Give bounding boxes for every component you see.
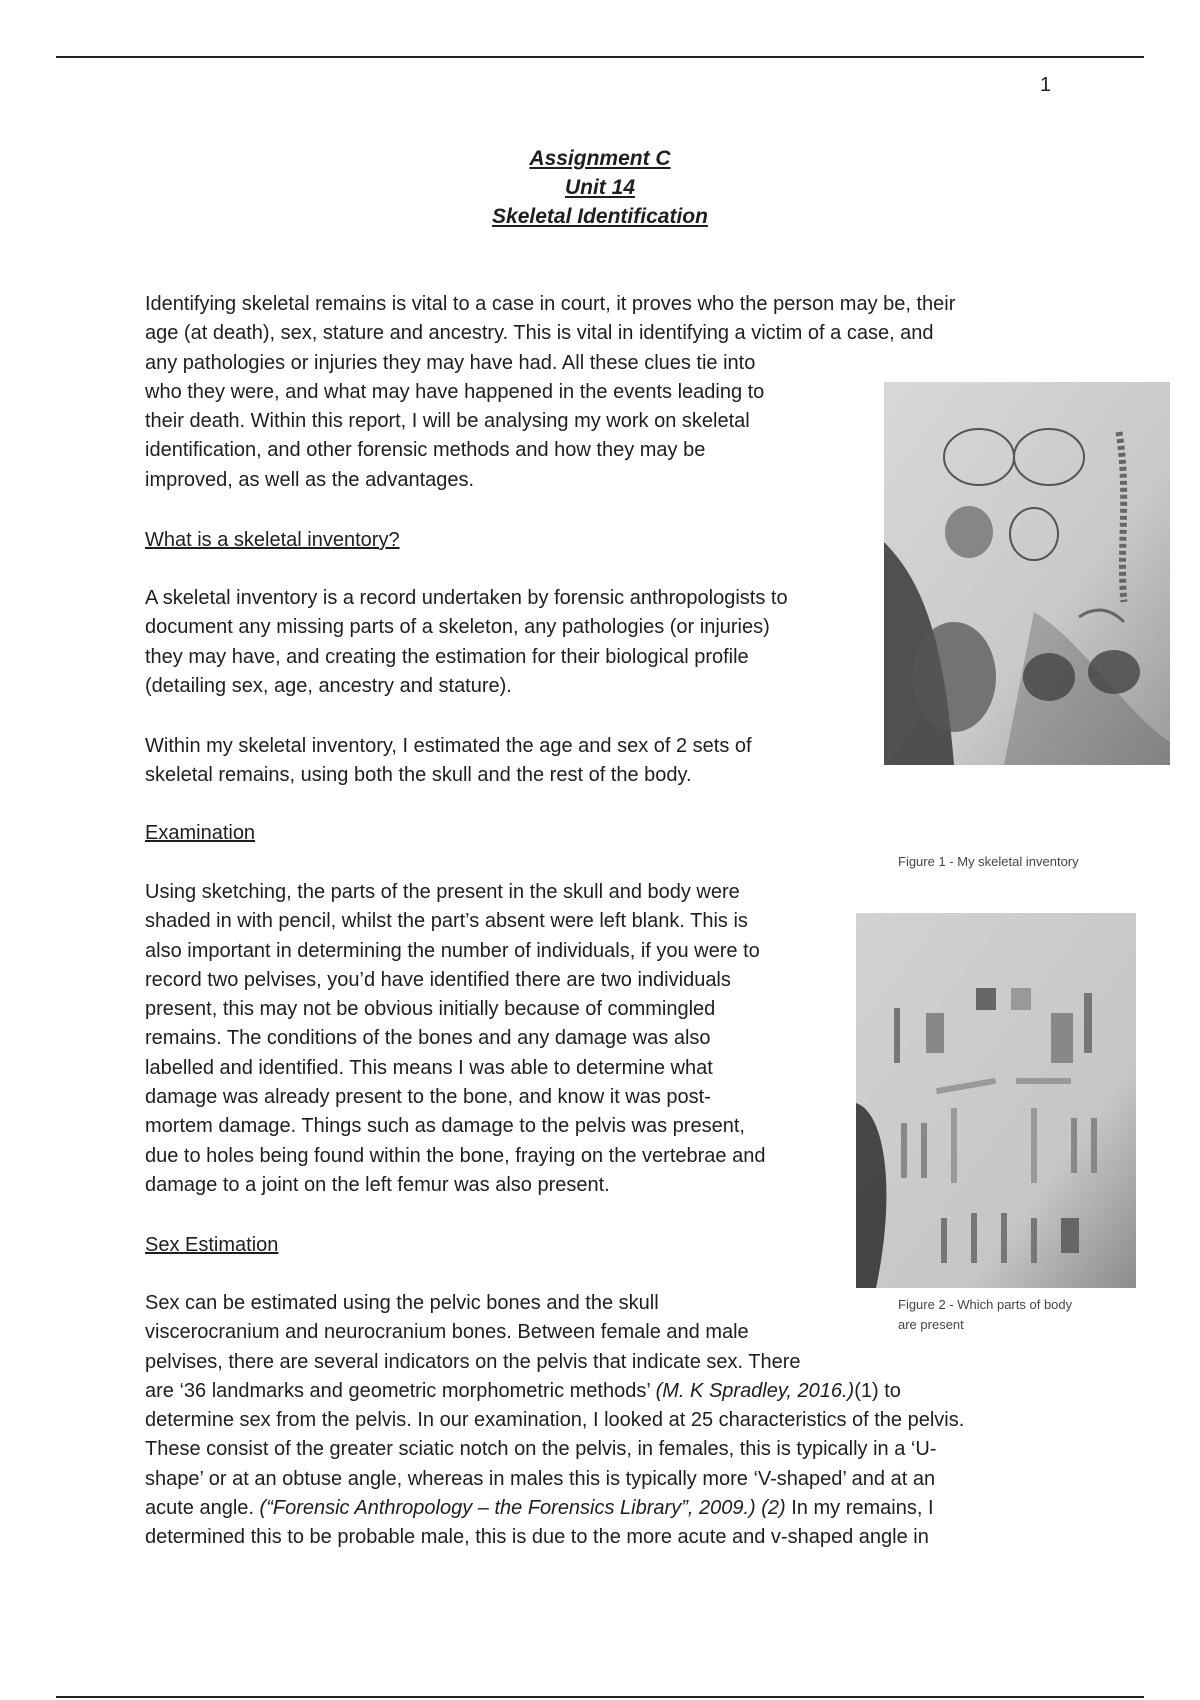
figure-2-body-parts-photo [856, 913, 1136, 1288]
bottom-rule [56, 1696, 1144, 1698]
sex-estimation-paragraph [145, 1289, 964, 1553]
text-line: age (at death), sex, stature and ancestry. This is vital in identifying a victim of a case, and [145, 322, 934, 345]
top-rule [56, 56, 1144, 58]
caption-line: are present [898, 1317, 964, 1332]
text-line: who they were, and what may have happened in the events leading to [145, 380, 765, 403]
text-line: improved, as well as the advantages. [145, 468, 475, 491]
heading-text: What is a skeletal inventory? [145, 529, 400, 551]
page-number: 1 [1040, 74, 1052, 96]
intro-paragraph [145, 290, 955, 495]
text-line: they may have, and creating the estimation for their biological profile [145, 645, 749, 668]
heading-text: Examination [145, 822, 256, 844]
text-line: shaded in with pencil, whilst the part’s absent were left blank. This is [145, 910, 748, 933]
text-line: (detailing sex, age, ancestry and stature). [145, 674, 512, 697]
text-line: present, this may not be obvious initially because of commingled [145, 998, 716, 1021]
figure-2-caption [898, 1295, 1072, 1335]
document-title [0, 144, 1200, 231]
heading-text: Sex Estimation [145, 1234, 279, 1256]
text-line: Identifying skeletal remains is vital to a case in court, it proves who the person may be, their [145, 293, 956, 315]
section-heading-sex-estimation [145, 1231, 278, 1260]
text-line: viscerocranium and neurocranium bones. Between female and male [145, 1321, 749, 1344]
title-line-1: Assignment C [529, 147, 671, 170]
text-line: also important in determining the number of individuals, if you were to [145, 939, 760, 962]
citation: (M. K Spradley, 2016.) [655, 1379, 855, 1402]
text-segment: acute angle. [145, 1497, 260, 1520]
text-line: These consist of the greater sciatic notch on the pelvis, in females, this is typically in a ‘U- [145, 1438, 937, 1461]
text-line: damage was already present to the bone, and know it was post- [145, 1086, 711, 1109]
text-line: determined this to be probable male, this is due to the more acute and v-shaped angle in [145, 1526, 929, 1549]
title-line-2: Unit 14 [564, 176, 635, 199]
text-line: due to holes being found within the bone, fraying on the vertebrae and [145, 1144, 766, 1167]
body-parts-sketch-image [856, 913, 1136, 1288]
text-line: identification, and other forensic methods and how they may be [145, 439, 706, 462]
text-line: remains. The conditions of the bones and any damage was also [145, 1027, 711, 1050]
text-line: labelled and identified. This means I was able to determine what [145, 1056, 713, 1079]
text-line: Within my skeletal inventory, I estimated the age and sex of 2 sets of [145, 735, 752, 757]
text-line: Using sketching, the parts of the present in the skull and body were [145, 881, 740, 903]
figure-1-caption: Figure 1 - My skeletal inventory [898, 854, 1079, 869]
skeletal-inventory-sketch-image [884, 382, 1170, 765]
inventory-estimate-paragraph [145, 732, 752, 791]
text-line [145, 1494, 964, 1523]
citation: (“Forensic Anthropology – the Forensics Library”, 2009.) (2) [259, 1497, 786, 1520]
section-heading-examination [145, 819, 255, 848]
text-line: document any missing parts of a skeleton, any pathologies (or injuries) [145, 616, 770, 639]
text-line: record two pelvises, you’d have identified there are two individuals [145, 968, 731, 991]
text-segment: In my remains, I [785, 1497, 934, 1520]
text-line: pelvises, there are several indicators on the pelvis that indicate sex. There [145, 1350, 801, 1373]
text-line: Sex can be estimated using the pelvic bones and the skull [145, 1292, 659, 1314]
skeletal-inventory-paragraph [145, 584, 788, 701]
text-line: any pathologies or injuries they may have had. All these clues tie into [145, 351, 756, 374]
caption-line: Figure 2 - Which parts of body [898, 1297, 1073, 1312]
title-line-3: Skeletal Identification [492, 205, 708, 228]
text-line: skeletal remains, using both the skull and the rest of the body. [145, 764, 692, 787]
text-line: their death. Within this report, I will be analysing my work on skeletal [145, 410, 750, 433]
text-line: determine sex from the pelvis. In our examination, I looked at 25 characteristics of the pelvis. [145, 1409, 965, 1432]
figure-1-skeletal-inventory-photo [884, 382, 1170, 765]
text-line: damage to a joint on the left femur was also present. [145, 1173, 610, 1196]
text-line: A skeletal inventory is a record undertaken by forensic anthropologists to [145, 587, 788, 609]
text-line: shape’ or at an obtuse angle, whereas in males this is typically more ‘V-shaped’ and at an [145, 1467, 936, 1490]
text-segment: (1) to [854, 1379, 901, 1402]
section-heading-skeletal-inventory [145, 526, 400, 555]
examination-paragraph [145, 878, 765, 1200]
text-line [145, 1377, 964, 1406]
text-segment: are ‘36 landmarks and geometric morphometric methods’ [145, 1379, 656, 1402]
text-line: mortem damage. Things such as damage to the pelvis was present, [145, 1115, 745, 1138]
